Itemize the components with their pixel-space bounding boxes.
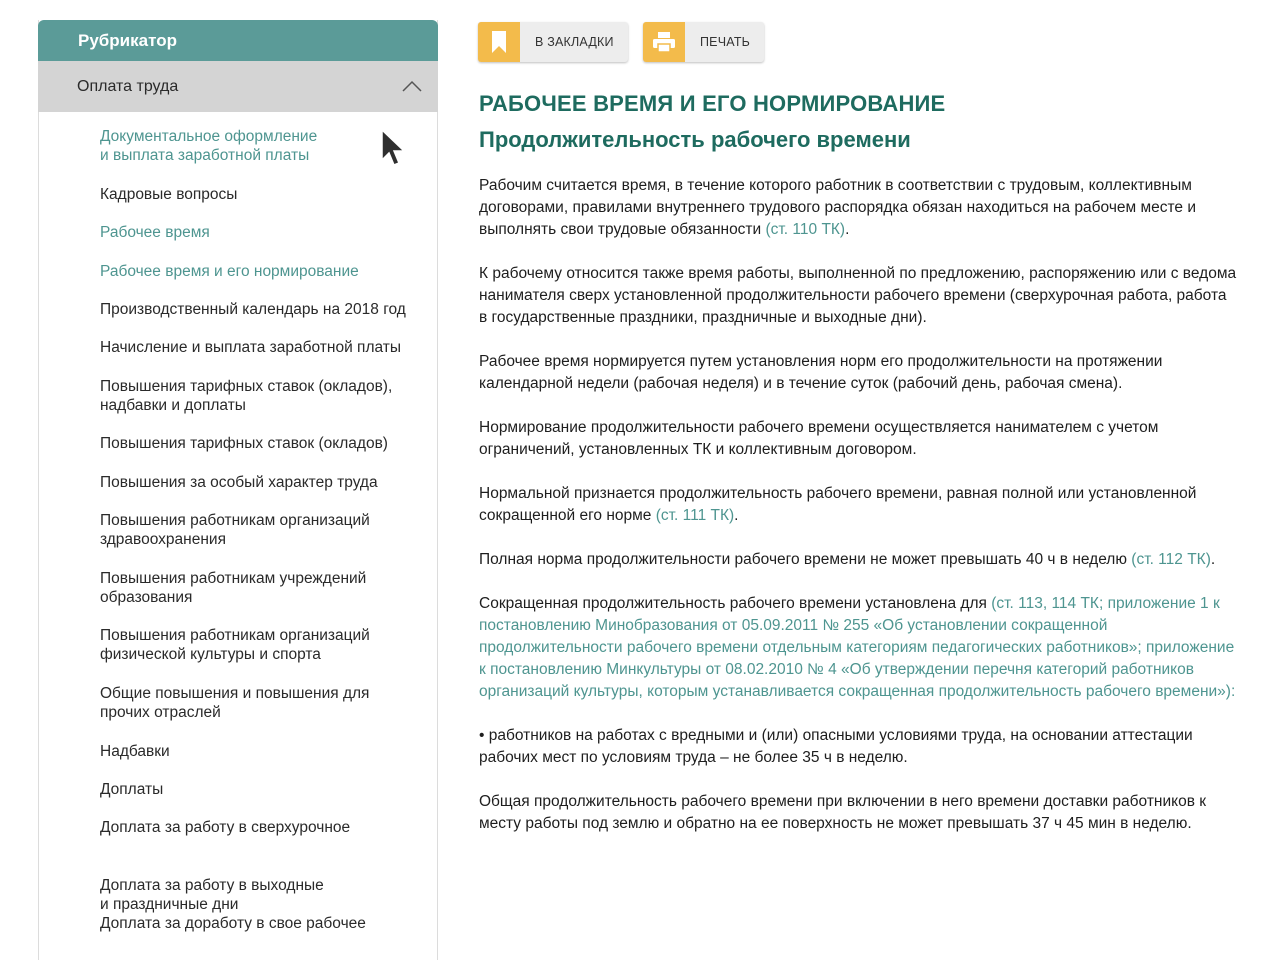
bookmark-button[interactable] <box>478 22 628 62</box>
sidebar-title: Рубрикатор <box>38 20 438 61</box>
sidebar-item[interactable]: Начисление и выплата заработной платы <box>100 339 402 356</box>
law-reference-link[interactable]: (ст. 111 ТК) <box>655 507 735 524</box>
sidebar-item[interactable]: Повышения работникам учреждений образования <box>100 570 367 606</box>
article-paragraph: Сокращенная продолжительность рабочего времени установлена для (ст. 113, 114 ТК; приложение 1 к постановлению Минобразования от 05.09.2011 № 255 «Об установлении сокращенной продолжительности рабочего времени отдельным категориям педагогических работников»; приложение к постановлению Минкультуры от 08.02.2010 № 4 «Об утверждении перечня категорий работников организаций культуры, которым устанавливается сокращенная продолжительность рабочего времени»): <box>479 595 1236 700</box>
article-paragraph: Нормирование продолжительности рабочего времени осуществляется нанимателем с учетом ограничений, установленных ТК и коллективным договором. <box>479 419 1159 458</box>
article-paragraph: Рабочее время нормируется путем установления норм его продолжительности на протяжении календарной недели (рабочая неделя) и в течение суток (рабочий день, рабочая смена). <box>479 353 1163 392</box>
article-paragraph: Рабочим считается время, в течение которого работник в соответствии с трудовым, коллективным договорами, правилами внутреннего трудового распорядка обязан находиться на рабочем месте и выполнять свои трудовые обязанности (ст. 110 ТК). <box>479 177 1197 238</box>
sidebar-item[interactable]: Доплата за работу в выходные и праздничные дни <box>100 877 324 913</box>
sidebar-item[interactable]: Документальное оформление и выплата заработной платы <box>100 128 318 164</box>
article-paragraph: Полная норма продолжительности рабочего времени не может превышать 40 ч в неделю (ст. 112 ТК). <box>479 551 1216 568</box>
sidebar-item[interactable]: Повышения за особый характер труда <box>100 474 378 491</box>
sidebar-item[interactable]: Доплата за работу в сверхурочное <box>100 819 351 836</box>
law-reference-link[interactable]: (ст. 112 ТК) <box>1131 551 1211 568</box>
sidebar-section-label: Оплата труда <box>77 78 179 95</box>
print-button[interactable] <box>643 22 764 62</box>
sidebar-item[interactable]: Рабочее время <box>100 224 210 241</box>
sidebar-item[interactable]: Повышения работникам организаций физической культуры и спорта <box>100 627 370 663</box>
sidebar-item[interactable]: Доплаты <box>100 781 164 798</box>
bookmark-icon <box>490 30 508 54</box>
sidebar-item[interactable]: Надбавки <box>100 743 170 760</box>
article <box>479 90 1239 835</box>
law-reference-link[interactable]: (ст. 113, 114 ТК; приложение 1 к постановлению Минобразования от 05.09.2011 № 255 «Об установлении сокращенной продолжительности рабочего времени отдельным категориям педагогических работников»; приложение к постановлению Минкультуры от 08.02.2010 № 4 «Об утверждении перечня категорий работников организаций культуры, которым устанавливается сокращенная продолжительность рабочего времени»): <box>479 595 1236 700</box>
article-subtitle: Продолжительность рабочего времени <box>479 127 911 152</box>
article-paragraph: Нормальной признается продолжительность рабочего времени, равная полной или установленной сокращенной его норме (ст. 111 ТК). <box>479 485 1197 524</box>
sidebar-item[interactable]: Повышения работникам организаций здравоохранения <box>100 512 370 548</box>
sidebar-item[interactable]: Кадровые вопросы <box>100 186 238 203</box>
article-title: РАБОЧЕЕ ВРЕМЯ И ЕГО НОРМИРОВАНИЕ <box>479 91 946 116</box>
sidebar-item[interactable]: Доплата за доработу в свое рабочее <box>100 915 366 932</box>
law-reference-link[interactable]: (ст. 110 ТК) <box>765 221 846 238</box>
article-paragraph: К рабочему относится также время работы, выполненной по предложению, распоряжению или с ведома нанимателя сверх установленной продолжительности рабочего времени (сверхурочная работа, работа в государственные праздники, праздничные и выходные дни). <box>479 265 1237 326</box>
article-paragraph: Общая продолжительность рабочего времени при включении в него времени доставки работников к месту работы под землю и обратно на ее поверхность не может превышать 37 ч 45 мин в неделю. <box>479 793 1207 832</box>
print-button-label: ПЕЧАТЬ <box>700 35 751 49</box>
sidebar-item[interactable]: Повышения тарифных ставок (окладов), надбавки и доплаты <box>100 378 393 414</box>
sidebar-rubricator <box>38 20 438 960</box>
article-paragraph: • работников на работах с вредными и (или) опасными условиями труда, на основании аттестации рабочих мест по условиям труда – не более 35 ч в неделю. <box>479 727 1193 766</box>
bookmark-button-label: В ЗАКЛАДКИ <box>535 35 614 49</box>
printer-icon <box>652 31 676 53</box>
mouse-cursor-icon <box>380 128 406 168</box>
sidebar-item[interactable]: Повышения тарифных ставок (окладов) <box>100 435 388 452</box>
sidebar-section-payment[interactable] <box>38 61 438 112</box>
sidebar-item[interactable]: Производственный календарь на 2018 год <box>100 301 406 318</box>
chevron-up-icon[interactable] <box>402 80 422 92</box>
sidebar-item[interactable]: Рабочее время и его нормирование <box>100 263 359 280</box>
sidebar-item[interactable]: Общие повышения и повышения для прочих отраслей <box>100 685 370 721</box>
